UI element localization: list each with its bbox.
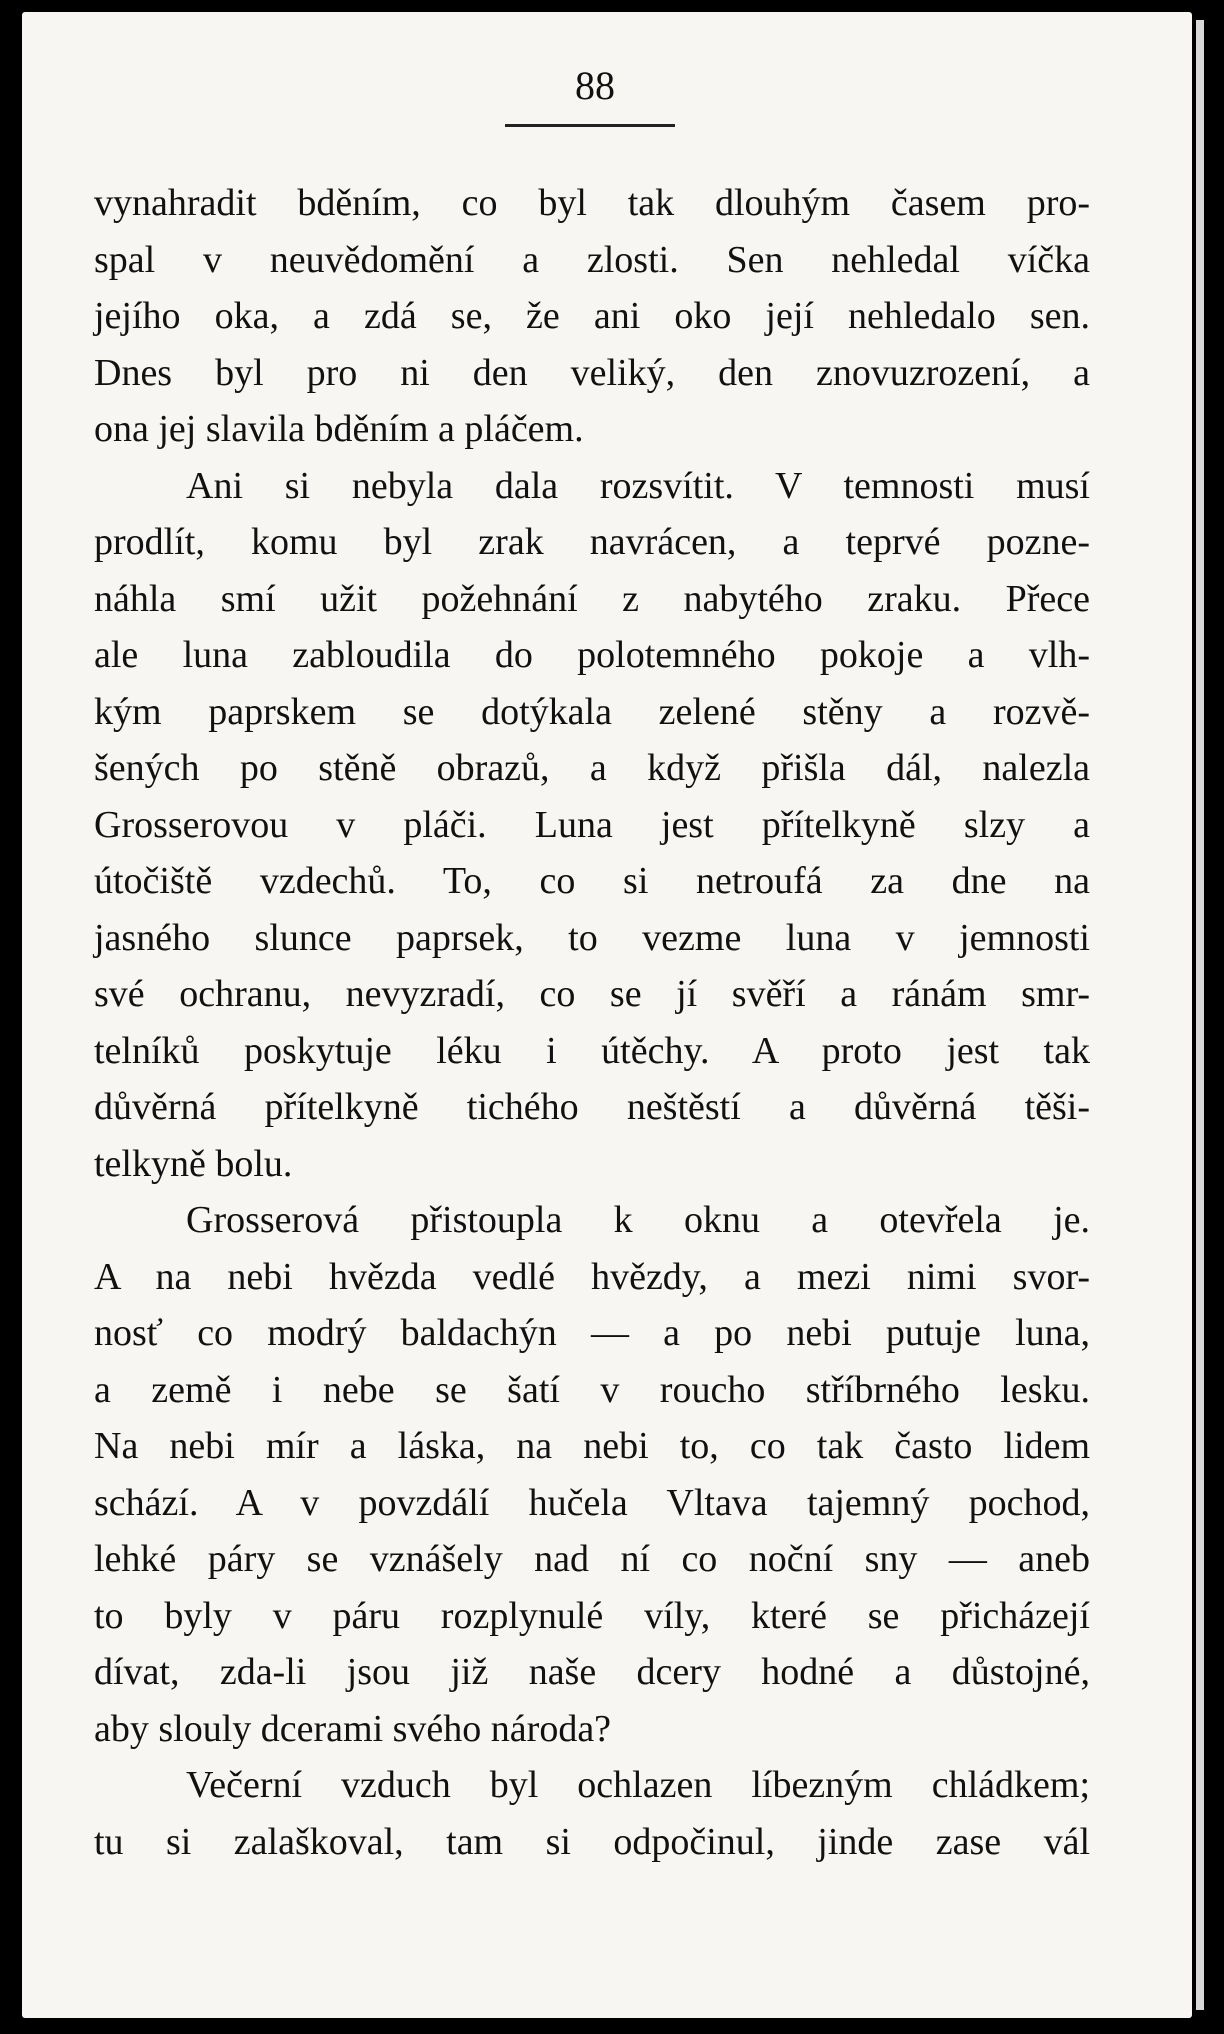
text-line: dívat, zda-li jsou již naše dcery hodné a důstojné, [94,1651,1090,1693]
text-line: ale luna zabloudila do polotemného pokoje a vlh- [94,634,1090,676]
page-number: 88 [575,63,615,108]
text-line: jejího oka, a zdá se, že ani oko její nehledalo sen. [94,295,1090,337]
text-line: vynahradit bděním, co byl tak dlouhým časem pro- [94,182,1090,224]
text-line: jasného slunce paprsek, to vezme luna v jemnosti [94,916,1090,959]
text-line: lehké páry se vznášely nad ní co noční sny — aneb [94,1538,1090,1580]
text-line: Grosserová přistoupla k oknu a otevřela je. [186,1199,1090,1241]
body-text [94,175,1090,1870]
text-line: telníků poskytuje léku i útěchy. A proto jest tak [94,1029,1090,1072]
text-line: důvěrná přítelkyně tichého neštěstí a důvěrná těši- [94,1086,1090,1128]
text-line: útočiště vzdechů. To, co si netroufá za dne na [94,860,1090,902]
page-right-edge [1196,20,1204,2010]
text-line: Večerní vzduch byl ochlazen líbezným chládkem; [186,1764,1090,1806]
text-line: kým paprskem se dotýkala zelené stěny a rozvě- [94,690,1090,733]
header-rule [505,124,675,127]
text-line: své ochranu, nevyzradí, co se jí svěří a ránám smr- [94,973,1090,1015]
text-line: telkyně bolu. [94,1142,293,1185]
text-line: spal v neuvědomění a zlosti. Sen nehledal víčka [94,238,1090,281]
text-line: Ani si nebyla dala rozsvítit. V temnosti musí [186,464,1090,507]
text-line: nosť co modrý baldachýn — a po nebi putuje luna, [94,1312,1090,1354]
text-line: to byly v páru rozplynulé víly, které se přicházejí [94,1594,1090,1637]
text-line: Dnes byl pro ni den veliký, den znovuzrození, a [94,351,1090,394]
text-line: náhla smí užit požehnání z nabytého zraku. Přece [94,577,1090,620]
text-line: ona jej slavila bděním a pláčem. [94,408,584,450]
text-line: šených po stěně obrazů, a když přišla dál, nalezla [94,747,1090,789]
text-line: a země i nebe se šatí v roucho stříbrného lesku. [94,1368,1090,1411]
text-line: A na nebi hvězda vedlé hvězdy, a mezi nimi svor- [94,1255,1090,1298]
text-line: Grosserovou v pláči. Luna jest přítelkyně slzy a [94,803,1090,846]
text-line: tu si zalaškoval, tam si odpočinul, jinde zase vál [94,1820,1090,1863]
text-line: prodlít, komu byl zrak navrácen, a teprvé pozne- [94,521,1090,563]
text-line: schází. A v povzdálí hučela Vltava tajemný pochod, [94,1481,1090,1524]
text-line: Na nebi mír a láska, na nebi to, co tak často lidem [94,1425,1090,1467]
text-line: aby slouly dcerami svého národa? [94,1707,612,1750]
